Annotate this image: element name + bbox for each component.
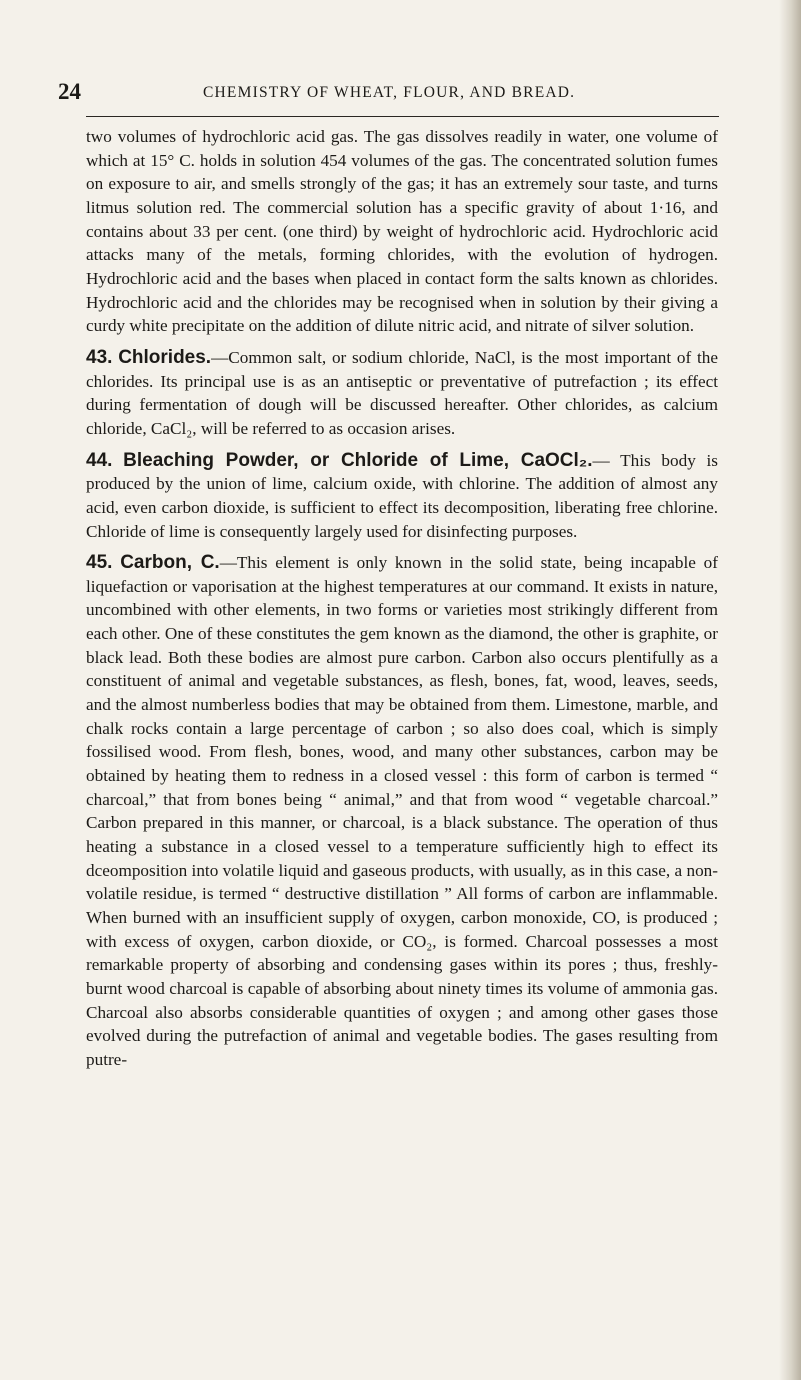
page-edge-shadow [779,0,801,1380]
section-43-number: 43. [86,346,113,368]
page-body [86,125,718,1072]
page-header [58,80,748,104]
section-45-text: —This element is only known in the solid state, being incapable of liquefaction or vaporisation at the highest temperatures at our command. It exists in nature, uncombined with other elements, in two forms or varieties most strikingly different from each other. One of these constitutes the gem known as the diamond, the other is graphite, or black lead. Both these bodies are almost pure carbon. Carbon also occurs plentifully as a constituent of animal and vegetable substances, as flesh, bones, fat, wood, leaves, seeds, and the almost numberless bodies that may be obtained from them. Limestone, marble, and chalk rocks contain a large percentage of carbon ; so also does coal, which is simply fossilised wood. From flesh, bones, wood, and many other substances, carbon may be obtained by heating them to redness in a closed vessel : this form of carbon is termed “ charcoal,” that from bones being “ animal,” and that from wood “ vegetable charcoal.” Carbon prepared in this manner, or charcoal, is a black substance. The operation of thus heating a substance in a closed vessel to a temperature sufficiently high to effect its dceomposition into volatile liquid and gaseous products, with usually, as in this case, a non-volatile residue, is termed “ destructive distillation ” All forms of carbon are inflammable. When burned with an insufficient supply of oxygen, carbon monoxide, CO, is produced ; with excess of oxygen, carbon dioxide, or CO₂, is formed. Charcoal possesses a most remarkable property of absorbing and condensing gases within its pores ; thus, freshly-burnt wood charcoal is capable of absorbing about ninety times its volume of ammonia gas. Charcoal also absorbs considerable quantities of oxygen ; and among other gases those evolved during the putrefaction of animal and vegetable bodies. The gases resulting from putre- [86,553,719,1069]
section-43-text: —Common salt, or sodium chloride, NaCl, is the most important of the chlorides. Its principal use is as an antiseptic or preventative of putrefaction ; its effect during fermentation of dough will be discussed hereafter. Other chlorides, as calcium chloride, CaCl₂, will be referred to as occasion arises. [86,347,718,438]
section-44-text: — This body is produced by the union of lime, calcium oxide, with chlorine. The addition of almost any acid, even carbon dioxide, is sufficient to effect its decomposition, liberating free chlorine. Chloride of lime is consequently largely used for disinfecting purposes. [86,450,718,541]
section-44-title: Bleaching Powder, or Chloride of Lime, CaOCl₂. [123,449,593,471]
section-45 [86,551,718,1071]
paragraph-intro: two volumes of hydrochloric acid gas. The gas dissolves readily in water, one volume of which at 15° C. holds in solution 454 volumes of the gas. The concentrated solution fumes on exposure to air, and smells strongly of the gas; it has an extremely sour taste, and turns litmus solution red. The commercial solution has a specific gravity of about 1·16, and contains about 33 per cent. (one third) by weight of hydrochloric acid. Hydrochloric acid attacks many of the metals, forming chlorides, with the evolution of hydrogen. Hydrochloric acid and the bases when placed in contact form the salts known as chlorides. Hydrochloric acid and the chlorides may be recognised when in solution by their giving a curdy white precipitate on the addition of dilute nitric acid, and nitrate of silver solution. [86,127,718,336]
section-43-title: Chlorides. [118,346,212,368]
section-45-title: Carbon, C. [120,552,220,574]
section-44-number: 44. [86,449,113,471]
section-44 [86,449,718,544]
running-title: CHEMISTRY OF WHEAT, FLOUR, AND BREAD. [203,84,576,101]
section-45-number: 45. [86,552,113,574]
page-number: 24 [58,79,81,104]
section-43 [86,346,718,441]
header-rule [86,116,719,117]
